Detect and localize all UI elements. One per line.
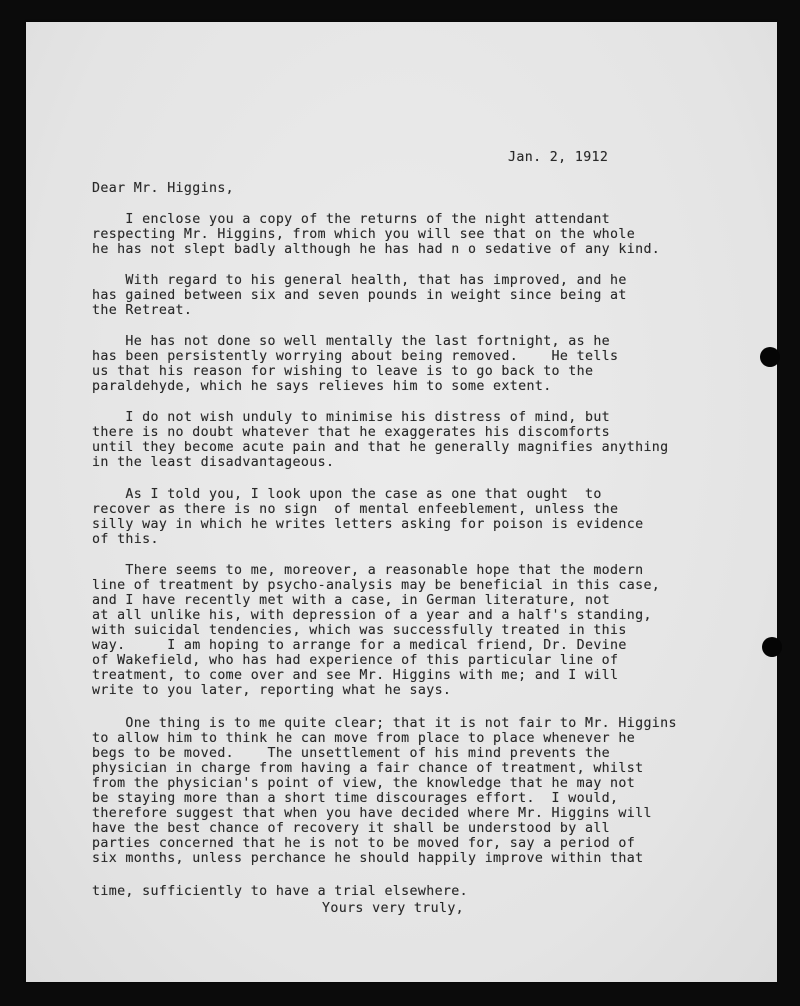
- letter-date: Jan. 2, 1912: [508, 150, 609, 165]
- text-line: I enclose you a copy of the returns of the night attendant: [92, 212, 611, 227]
- text-line: With regard to his general health, that has improved, and he: [92, 273, 627, 288]
- text-line: line of treatment by psycho-analysis may be beneficial in this case,: [92, 578, 661, 593]
- text-line: There seems to me, moreover, a reasonable hope that the modern: [92, 563, 644, 578]
- text-line: from the physician's point of view, the knowledge that he may not: [92, 776, 636, 791]
- text-line: therefore suggest that when you have decided where Mr. Higgins will: [92, 806, 652, 821]
- text-line: way. I am hoping to arrange for a medical friend, Dr. Devine: [92, 638, 627, 653]
- text-line: parties concerned that he is not to be moved for, say a period of: [92, 836, 636, 851]
- text-line: has gained between six and seven pounds in weight since being at: [92, 288, 627, 303]
- text-line: to allow him to think he can move from place to place whenever he: [92, 731, 636, 746]
- text-line: He has not done so well mentally the last fortnight, as he: [92, 334, 611, 349]
- text-line: paraldehyde, which he says relieves him to some extent.: [92, 379, 552, 394]
- text-line: with suicidal tendencies, which was successfully treated in this: [92, 623, 627, 638]
- text-line: physician in charge from having a fair chance of treatment, whilst: [92, 761, 644, 776]
- text-line: has been persistently worrying about being removed. He tells: [92, 349, 619, 364]
- text-line: recover as there is no sign of mental enfeeblement, unless the: [92, 502, 619, 517]
- text-line: and I have recently met with a case, in German literature, not: [92, 593, 611, 608]
- punch-hole-upper: [760, 347, 780, 367]
- text-line: silly way in which he writes letters asking for poison is evidence: [92, 517, 644, 532]
- text-line: of this.: [92, 532, 159, 547]
- text-line: there is no doubt whatever that he exaggerates his discomforts: [92, 425, 611, 440]
- text-line: us that his reason for wishing to leave is to go back to the: [92, 364, 594, 379]
- text-line: six months, unless perchance he should happily improve within that: [92, 851, 644, 866]
- text-line: be staying more than a short time discourages effort. I would,: [92, 791, 619, 806]
- closing: Yours very truly,: [322, 901, 465, 916]
- text-line: until they become acute pain and that he generally magnifies anything: [92, 440, 669, 455]
- punch-hole-lower: [762, 637, 782, 657]
- text-line: begs to be moved. The unsettlement of his mind prevents the: [92, 746, 611, 761]
- text-line: write to you later, reporting what he says.: [92, 683, 452, 698]
- text-line: As I told you, I look upon the case as one that ought to: [92, 487, 602, 502]
- text-line: I do not wish unduly to minimise his distress of mind, but: [92, 410, 611, 425]
- text-line: treatment, to come over and see Mr. Higgins with me; and I will: [92, 668, 619, 683]
- salutation: Dear Mr. Higgins,: [92, 181, 235, 196]
- text-line: at all unlike his, with depression of a year and a half's standing,: [92, 608, 652, 623]
- text-line: respecting Mr. Higgins, from which you will see that on the whole: [92, 227, 636, 242]
- text-line: the Retreat.: [92, 303, 193, 318]
- text-line: he has not slept badly although he has had n o sedative of any kind.: [92, 242, 661, 257]
- text-line: of Wakefield, who has had experience of this particular line of: [92, 653, 619, 668]
- text-line: have the best chance of recovery it shall be understood by all: [92, 821, 611, 836]
- text-line: One thing is to me quite clear; that it is not fair to Mr. Higgins: [92, 716, 677, 731]
- text-line: time, sufficiently to have a trial elsewhere.: [92, 884, 468, 899]
- text-line: in the least disadvantageous.: [92, 455, 335, 470]
